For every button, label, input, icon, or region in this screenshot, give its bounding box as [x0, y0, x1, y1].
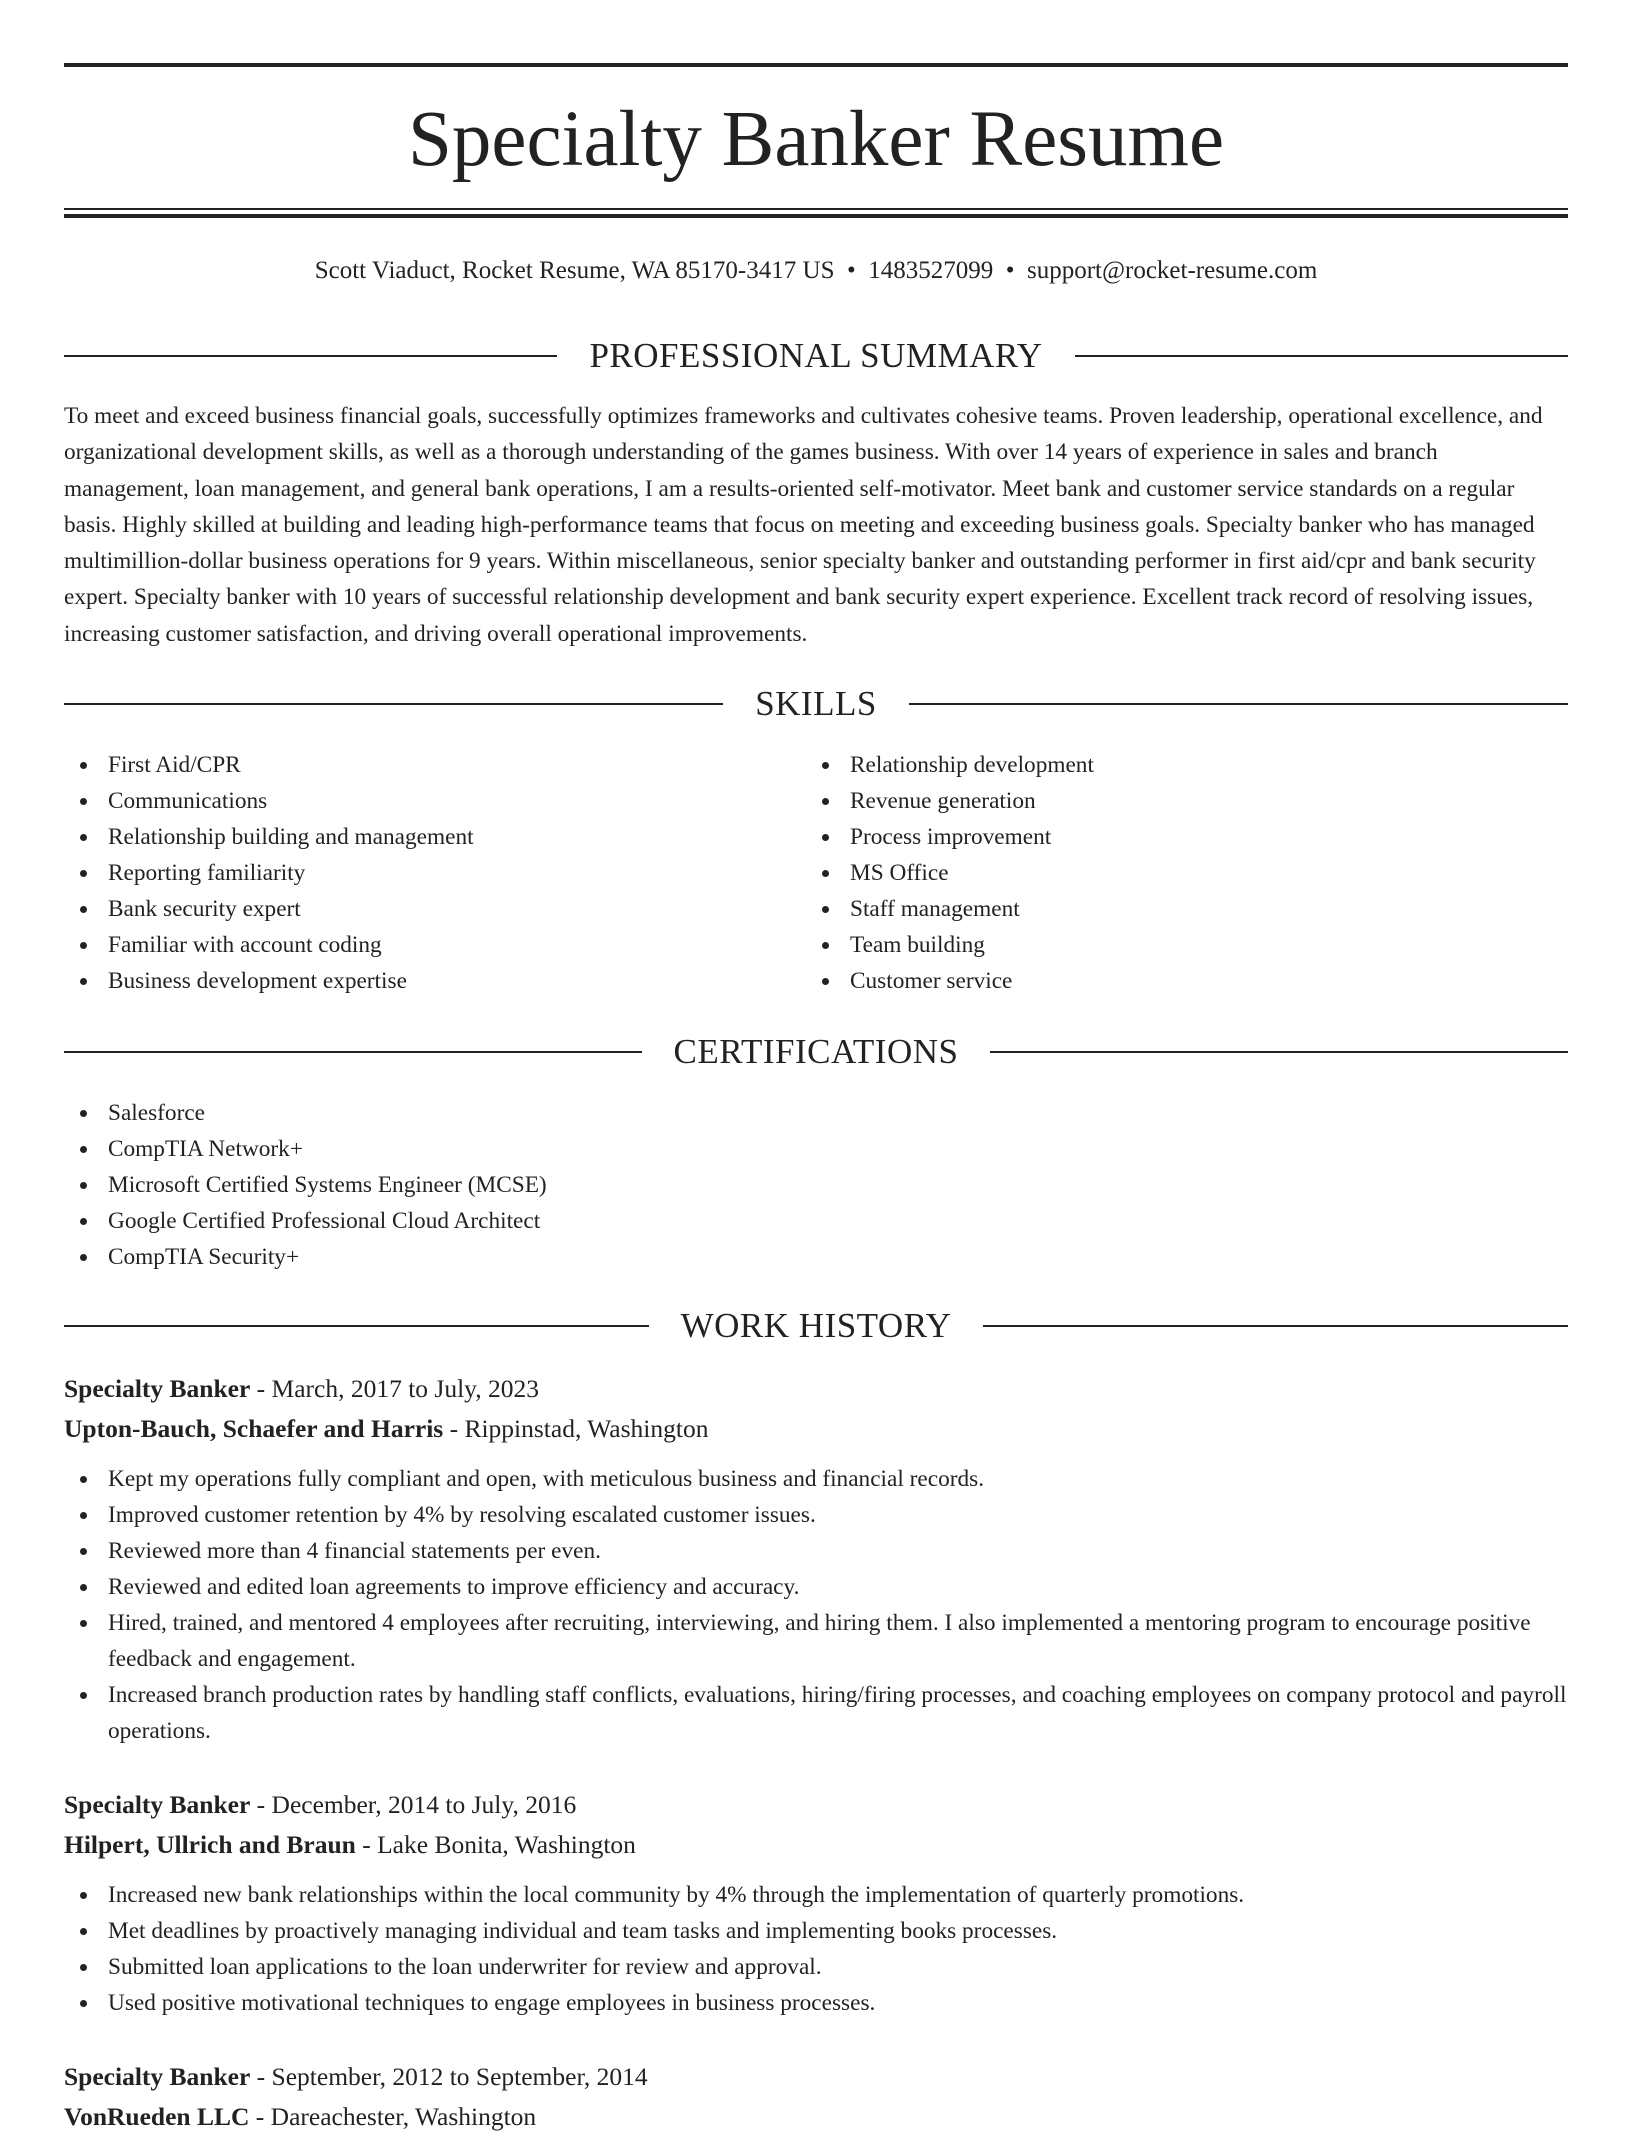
job-bullet: Used positive motivational techniques to engage employees in business processes.: [64, 1985, 1568, 2021]
skills-right-column: [806, 747, 1506, 999]
job-bullet: Kept my operations fully compliant and open, with meticulous business and financial records.: [64, 1461, 1568, 1497]
skill-item: Relationship development: [806, 747, 1506, 783]
skills-heading: [64, 680, 1568, 728]
summary-heading: [64, 332, 1568, 380]
heading-rule-right: [909, 703, 1568, 705]
job-company: Hilpert, Ullrich and Braun: [64, 1830, 356, 1859]
job-bullets: [64, 1461, 1568, 1749]
header-top-rule: [64, 63, 1568, 67]
job-company-line: [64, 2097, 1568, 2137]
job-location: - Rippinstad, Washington: [443, 1414, 709, 1443]
job-title-line: [64, 1785, 1568, 1825]
skills-heading-text: SKILLS: [755, 684, 877, 723]
certifications-heading: [64, 1028, 1568, 1076]
certification-item: CompTIA Security+: [64, 1239, 1568, 1275]
job-entry: [64, 1785, 1568, 2021]
job-dates: - December, 2014 to July, 2016: [250, 1790, 577, 1819]
heading-rule-right: [1075, 355, 1568, 357]
heading-rule-right: [983, 1325, 1568, 1327]
job-bullet: Submitted loan applications to the loan underwriter for review and approval.: [64, 1949, 1568, 1985]
certification-item: CompTIA Network+: [64, 1131, 1568, 1167]
job-entry: [64, 2057, 1568, 2137]
job-title-line: [64, 2057, 1568, 2097]
work-history-heading-text: WORK HISTORY: [680, 1306, 952, 1345]
job-bullet: Improved customer retention by 4% by resolving escalated customer issues.: [64, 1497, 1568, 1533]
skill-item: Staff management: [806, 891, 1506, 927]
skill-item: First Aid/CPR: [64, 747, 764, 783]
job-title: Specialty Banker: [64, 2062, 251, 2091]
skill-item: Team building: [806, 927, 1506, 963]
job-company: Upton-Bauch, Schaefer and Harris: [64, 1414, 444, 1443]
job-title: Specialty Banker: [64, 1790, 251, 1819]
job-bullet: Reviewed and edited loan agreements to improve efficiency and accuracy.: [64, 1569, 1568, 1605]
job-company-line: [64, 1409, 1568, 1449]
certification-item: Microsoft Certified Systems Engineer (MCSE): [64, 1167, 1568, 1203]
heading-rule-left: [64, 355, 557, 357]
skill-item: Familiar with account coding: [64, 927, 764, 963]
job-title: Specialty Banker: [64, 1374, 251, 1403]
skill-item: Bank security expert: [64, 891, 764, 927]
certification-item: Google Certified Professional Cloud Architect: [64, 1203, 1568, 1239]
certifications-block: [64, 1095, 1568, 1275]
skill-item: Revenue generation: [806, 783, 1506, 819]
heading-rule-left: [64, 1051, 642, 1053]
job-dates: - September, 2012 to September, 2014: [250, 2062, 648, 2091]
job-bullet: Increased new bank relationships within the local community by 4% through the implementation of quarterly promotions.: [64, 1877, 1568, 1913]
job-bullet: Met deadlines by proactively managing individual and team tasks and implementing books processes.: [64, 1913, 1568, 1949]
heading-rule-left: [64, 703, 723, 705]
job-bullets: [64, 1877, 1568, 2021]
skill-item: Process improvement: [806, 819, 1506, 855]
job-bullet: Reviewed more than 4 financial statements per even.: [64, 1533, 1568, 1569]
resume-title: Specialty Banker Resume: [407, 96, 1225, 183]
job-title-line: [64, 1369, 1568, 1409]
heading-rule-right: [990, 1051, 1568, 1053]
skill-item: Reporting familiarity: [64, 855, 764, 891]
job-bullet: Hired, trained, and mentored 4 employees after recruiting, interviewing, and hiring them. I also implemented a mentoring program to encourage positive feedback and engagement.: [64, 1605, 1568, 1677]
job-entry: [64, 1369, 1568, 1749]
job-company: VonRueden LLC: [64, 2102, 250, 2131]
skill-item: Communications: [64, 783, 764, 819]
job-dates: - March, 2017 to July, 2023: [250, 1374, 540, 1403]
job-location: - Dareachester, Washington: [249, 2102, 537, 2131]
skill-item: Customer service: [806, 963, 1506, 999]
skill-item: MS Office: [806, 855, 1506, 891]
summary-paragraph: To meet and exceed business financial goals, successfully optimizes frameworks and cultivates cohesive teams. Proven leadership, operational excellence, and organizational development skills, as well as a thorough understanding of the games business. With over 14 years of experience in sales and branch management, loan management, and general bank operations, I am a results-oriented self-motivator. Meet bank and customer service standards on a regular basis. Highly skilled at building and leading high-performance teams that focus on meeting and exceeding business goals. Specialty banker who has managed multimillion-dollar business operations for 9 years. Within miscellaneous, senior specialty banker and outstanding performer in first aid/cpr and bank security expert. Specialty banker with 10 years of successful relationship development and bank security expert experience. Excellent track record of resolving issues, increasing customer satisfaction, and driving overall operational improvements.: [64, 403, 1543, 647]
skills-left-column: [64, 747, 764, 999]
summary-heading-text: PROFESSIONAL SUMMARY: [589, 336, 1043, 375]
contact-line: Scott Viaduct, Rocket Resume, WA 85170-3417 US • 1483527099 • support@rocket-resume.com: [314, 257, 1318, 284]
job-location: - Lake Bonita, Washington: [355, 1830, 636, 1859]
certification-item: Salesforce: [64, 1095, 1568, 1131]
certifications-list: [64, 1095, 1568, 1275]
heading-rule-left: [64, 1325, 649, 1327]
job-company-line: [64, 1825, 1568, 1865]
job-bullet: Increased branch production rates by handling staff conflicts, evaluations, hiring/firing processes, and coaching employees on company protocol and payroll operations.: [64, 1677, 1568, 1749]
skill-item: Business development expertise: [64, 963, 764, 999]
skills-list-left: [64, 747, 764, 999]
certifications-heading-text: CERTIFICATIONS: [673, 1032, 959, 1071]
header-double-rule: [64, 208, 1568, 218]
work-history-heading: [64, 1302, 1568, 1350]
skill-item: Relationship building and management: [64, 819, 764, 855]
skills-list-right: [806, 747, 1506, 999]
